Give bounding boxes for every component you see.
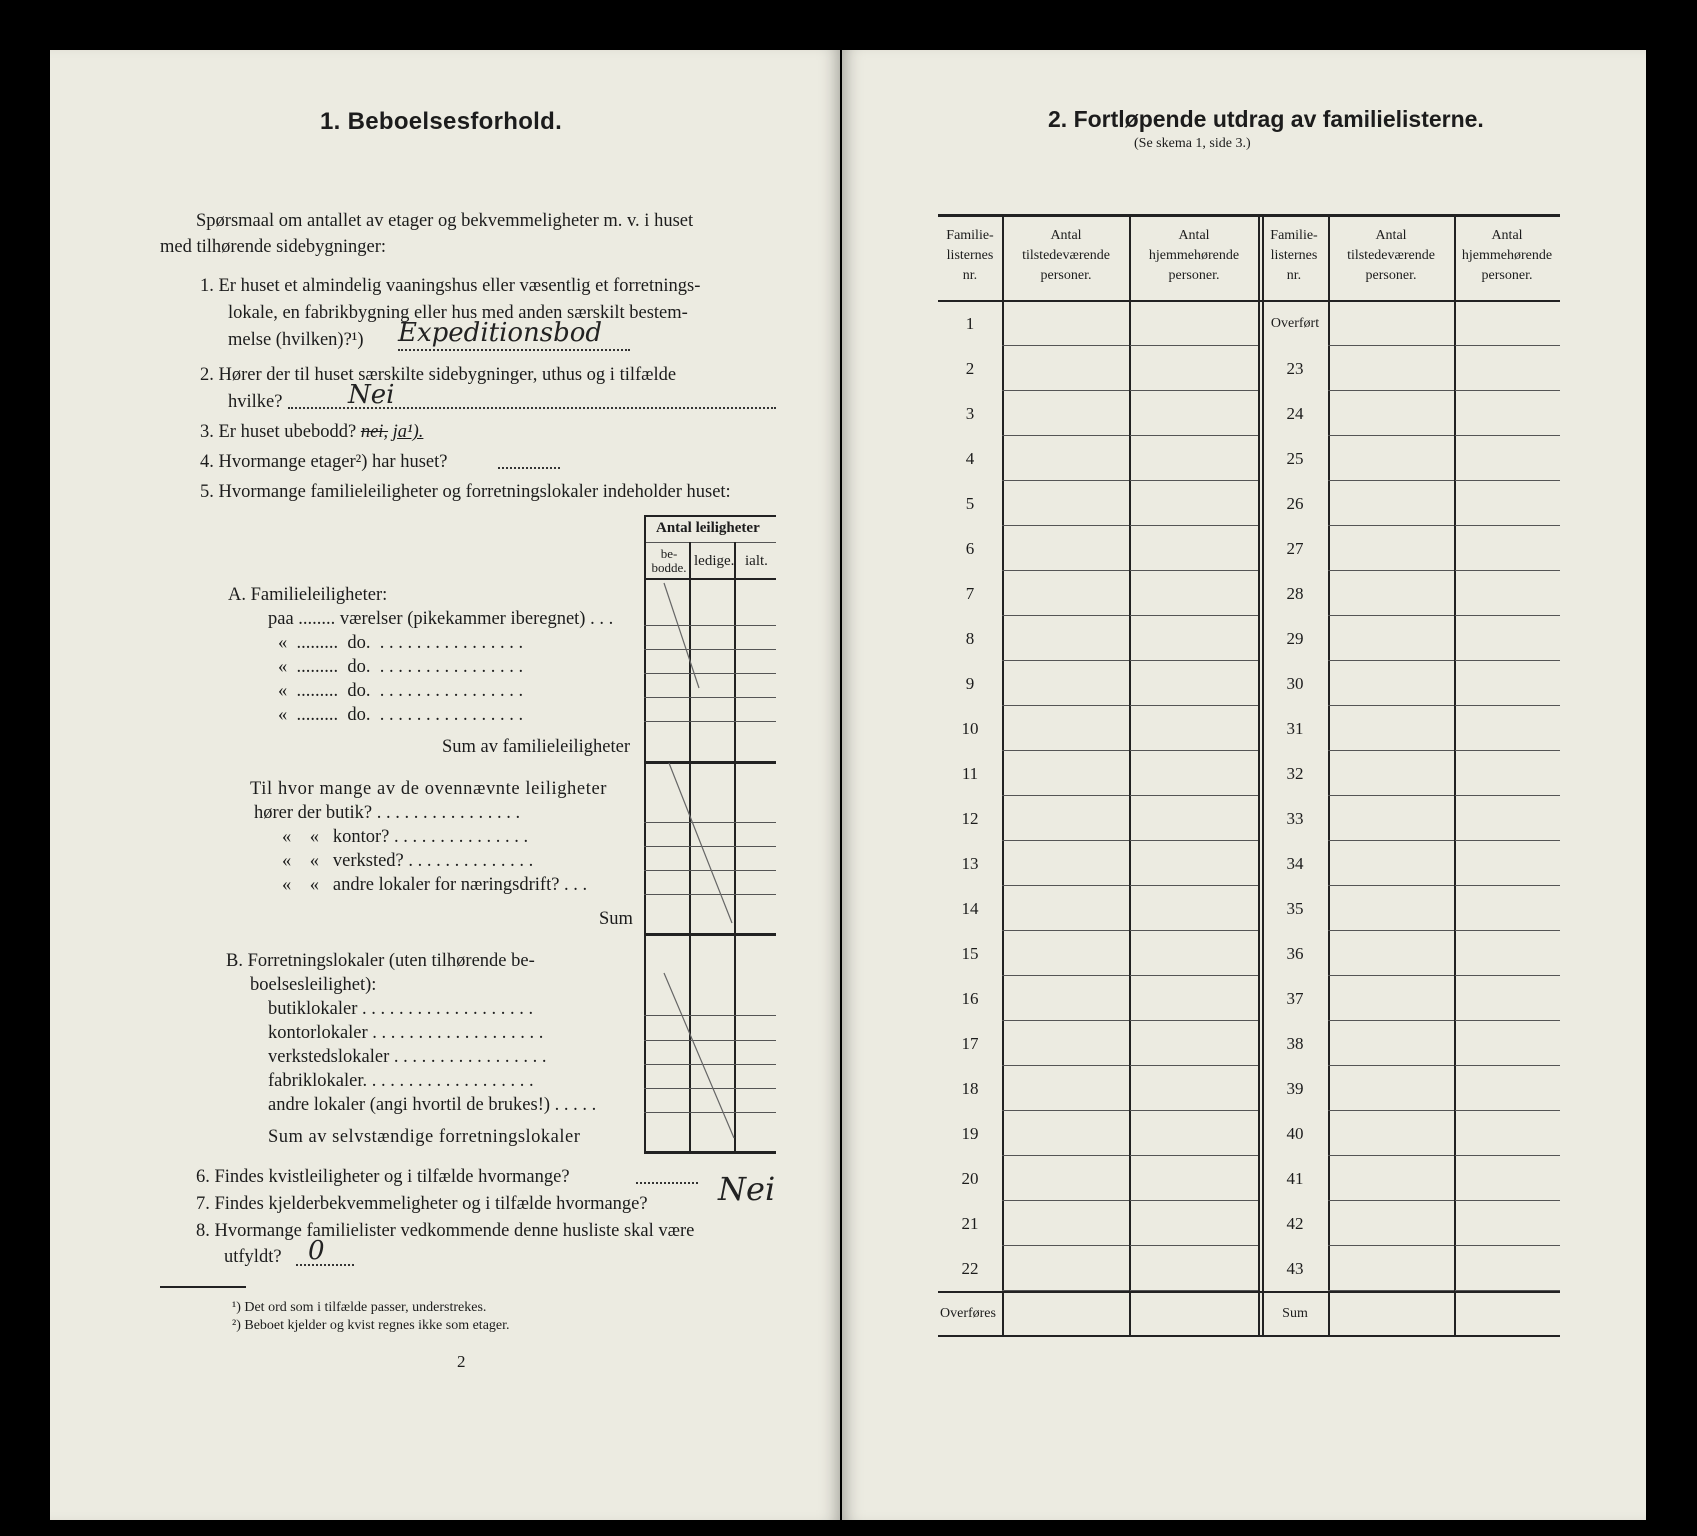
table-row-rule [1002,660,1129,661]
q5-question: 5. Hvormange familieleiligheter og forretningslokaler indeholder huset: [200,482,731,502]
table-row-rule [1455,525,1560,526]
footer-sum: Sum [1282,1306,1308,1321]
q6-q7-answer-handwritten: Nei [718,1170,776,1208]
table-row-rule [1002,930,1129,931]
row-nr-14: 14 [961,899,979,918]
row-nr-15: 15 [961,944,979,963]
table-row-rule [1328,750,1454,751]
table-row-rule [1455,390,1560,391]
table-row-rule [1130,615,1258,616]
table-row-rule [1328,1245,1454,1246]
footnote-2: ²) Beboet kjelder og kvist regnes ikke som etager. [232,1318,510,1333]
table-row-rule [1455,975,1560,976]
table-row-rule [1455,435,1560,436]
header-familielisternes-nr-left: Familie- listernes nr. [946,228,994,283]
table-row-rule [1328,975,1454,976]
table-row-rule [1130,480,1258,481]
row-nr-overfort: Overført [1270,316,1320,331]
row-nr-2: 2 [965,359,975,378]
header-tilstedevaerende-left: Antal tilstedeværende personer. [1022,228,1110,283]
row-nr-27: 27 [1286,539,1304,558]
section-a-row-2: « ......... do. . . . . . . . . . . . . . . . . [278,633,524,653]
table-row-rule [1328,930,1454,931]
section-a-row-5: « ......... do. . . . . . . . . . . . . . . . . [278,705,524,725]
header-tilstedevaerende-right: Antal tilstedeværende personer. [1347,228,1435,283]
section-a-row-4: « ......... do. . . . . . . . . . . . . . . . . [278,681,524,701]
row-nr-36: 36 [1286,944,1304,963]
table-row-rule [1130,1020,1258,1021]
table-row-rule [1002,1110,1129,1111]
table-row-rule [1455,705,1560,706]
footnote-1: ¹) Det ord som i tilfælde passer, understrekes. [232,1300,487,1315]
table-row-rule [1130,750,1258,751]
section-b-row-2: kontorlokaler . . . . . . . . . . . . . . . . . . . [268,1023,544,1043]
table-row-rule [1455,1020,1560,1021]
col-ialt: ialt. [745,553,768,569]
table-row-rule [1455,1200,1560,1201]
table-row-rule [1130,1155,1258,1156]
section-b-title-1: B. Forretningslokaler (uten tilhørende be- [226,951,535,971]
table-row-rule [1130,705,1258,706]
table-row-rule [1130,1245,1258,1246]
table-row-rule [1002,525,1129,526]
table-row-rule [1328,570,1454,571]
section-a-title: A. Familieleiligheter: [228,585,388,605]
table-row-rule [1130,1065,1258,1066]
table-row-rule [1130,840,1258,841]
q2-line-2: hvilke? [228,392,283,412]
row-nr-29: 29 [1286,629,1304,648]
shops-sum: Sum [599,909,633,929]
q1-answer-handwritten: Expeditionsbod [398,318,603,348]
footer-overfores: Overføres [940,1306,996,1321]
row-nr-26: 26 [1286,494,1304,513]
row-nr-17: 17 [961,1034,979,1053]
page-number: 2 [457,1352,466,1371]
table-row-rule [1455,480,1560,481]
row-nr-31: 31 [1286,719,1304,738]
table-row-rule [1002,1245,1129,1246]
table-row-rule [1455,750,1560,751]
table-row-rule [1130,930,1258,931]
section-a-sum: Sum av familieleiligheter [442,737,631,757]
table-row-rule [1130,570,1258,571]
table-row-rule [1130,660,1258,661]
table-row-rule [1328,615,1454,616]
header-familielisternes-nr-right: Familie- listernes nr. [1270,228,1318,283]
row-nr-35: 35 [1286,899,1304,918]
table-row-rule [1328,705,1454,706]
section-b-title-2: boelsesleilighet): [250,975,377,995]
footnote-separator [160,1286,246,1288]
row-nr-30: 30 [1286,674,1304,693]
table-row-rule [1455,1110,1560,1111]
table-row-rule [1328,795,1454,796]
table-row-rule [1002,885,1129,886]
section-a-row-3: « ......... do. . . . . . . . . . . . . . . . . [278,657,524,677]
table-row-rule [1455,615,1560,616]
row-nr-1: 1 [965,314,975,333]
row-nr-43: 43 [1286,1259,1304,1278]
q7-question: 7. Findes kjelderbekvemmeligheter og i tilfælde hvormange? [196,1194,648,1214]
row-nr-7: 7 [965,584,975,603]
table-row-rule [1130,1110,1258,1111]
table-row-rule [1328,840,1454,841]
table-row-rule [1002,390,1129,391]
table-row-rule [1130,390,1258,391]
table-row-rule [1002,1200,1129,1201]
table-row-rule [1455,1155,1560,1156]
table-row-rule [1328,480,1454,481]
table-row-rule [1455,660,1560,661]
table-row-rule [1328,435,1454,436]
row-nr-38: 38 [1286,1034,1304,1053]
q3-row [200,419,423,445]
table-row-rule [1455,795,1560,796]
table-row-rule [1002,1020,1129,1021]
col-bebodde: be- bodde. [651,546,687,575]
row-nr-13: 13 [961,854,979,873]
section-b-sum: Sum av selvstændige forretningslokaler [268,1127,581,1147]
table-row-rule [1328,660,1454,661]
shops-row-butik: hører der butik? . . . . . . . . . . . . . . . . [254,803,521,823]
table-row-rule [1002,750,1129,751]
row-nr-28: 28 [1286,584,1304,603]
q3-option-nei: nei, [360,422,389,442]
row-nr-34: 34 [1286,854,1304,873]
table-footer-rule [938,1291,1560,1293]
q1-line-3: melse (hvilken)?¹) [228,330,364,350]
section-b-row-5: andre lokaler (angi hvortil de brukes!) . . . . . [268,1095,597,1115]
table-row-rule [1328,885,1454,886]
table-row-rule [1130,525,1258,526]
table-row-rule [1328,390,1454,391]
table-row-rule [1455,930,1560,931]
table-row-rule [1455,345,1560,346]
grid-header: Antal leiligheter [656,520,760,536]
table-row-rule [1002,570,1129,571]
row-nr-22: 22 [961,1259,979,1278]
q3-question: 3. Er huset ubebodd? [200,422,357,442]
row-nr-9: 9 [965,674,975,693]
table-row-rule [1130,795,1258,796]
table-row-rule [1002,795,1129,796]
table-row-rule [1328,1110,1454,1111]
table-row-rule [1455,885,1560,886]
row-nr-18: 18 [961,1079,979,1098]
section-a-row-1: paa ........ værelser (pikekammer iberegnet) . . . [268,609,614,629]
q1-line-2: lokale, en fabrikbygning eller hus med anden særskilt bestem- [228,303,688,323]
row-nr-32: 32 [1286,764,1304,783]
q8-answer-handwritten: 0 [308,1236,325,1266]
row-nr-23: 23 [1286,359,1304,378]
q3-option-ja: ja¹). [392,422,424,442]
row-nr-41: 41 [1286,1169,1304,1188]
section-2-title: 2. Fortløpende utdrag av familielisterne. [1048,106,1484,132]
section-b-row-3: verkstedslokaler . . . . . . . . . . . . . . . . . [268,1047,547,1067]
row-nr-39: 39 [1286,1079,1304,1098]
table-row-rule [1455,1245,1560,1246]
header-hjemmehorende-right: Antal hjemmehørende personer. [1461,228,1553,283]
table-row-rule [1328,1020,1454,1021]
row-nr-11: 11 [961,764,979,783]
table-row-rule [1130,1200,1258,1201]
q8-line-1: 8. Hvormange familielister vedkommende denne husliste skal være [196,1221,695,1241]
row-nr-40: 40 [1286,1124,1304,1143]
row-nr-6: 6 [965,539,975,558]
table-row-rule [1455,1065,1560,1066]
intro-line-1: Spørsmaal om antallet av etager og bekvemmeligheter m. v. i huset [196,211,694,231]
row-nr-24: 24 [1286,404,1304,423]
table-row-rule [1455,570,1560,571]
table-row-rule [1002,1065,1129,1066]
table-row-rule [1002,975,1129,976]
table-bottom-rule [938,1335,1560,1337]
table-row-rule [1328,525,1454,526]
row-nr-10: 10 [961,719,979,738]
pencil-strike-marks [644,578,776,1153]
row-nr-21: 21 [961,1214,979,1233]
table-row-rule [1002,1155,1129,1156]
q6-question: 6. Findes kvistleiligheter og i tilfælde hvormange? [196,1167,570,1187]
table-row-rule [1002,345,1129,346]
row-nr-3: 3 [965,404,975,423]
row-nr-37: 37 [1286,989,1304,1008]
row-nr-20: 20 [961,1169,979,1188]
q2-answer-line [288,407,776,409]
table-row-rule [1130,885,1258,886]
q1-answer-line [398,349,630,351]
q4-question: 4. Hvormange etager²) har huset? [200,452,448,472]
q2-answer-handwritten: Nei [348,380,395,410]
row-nr-8: 8 [965,629,975,648]
q8-answer-line [296,1264,354,1266]
shops-row-kontor: « « kontor? . . . . . . . . . . . . . . . [282,827,529,847]
table-row-rule [1328,1065,1454,1066]
q6-answer-line [636,1182,698,1184]
table-row-rule [1002,615,1129,616]
table-row-rule [1328,1200,1454,1201]
section-b-row-1: butiklokaler . . . . . . . . . . . . . . . . . . . [268,999,534,1019]
shops-row-andre: « « andre lokaler for næringsdrift? . . . [282,875,588,895]
shops-row-verksted: « « verksted? . . . . . . . . . . . . . . [282,851,534,871]
row-nr-4: 4 [965,449,975,468]
table-row-rule [1002,435,1129,436]
table-row-rule [1455,840,1560,841]
table-row-rule [1130,975,1258,976]
row-nr-33: 33 [1286,809,1304,828]
table-row-rule [1002,705,1129,706]
row-nr-42: 42 [1286,1214,1304,1233]
header-hjemmehorende-left: Antal hjemmehørende personer. [1148,228,1240,283]
intro-line-2: med tilhørende sidebygninger: [160,237,387,257]
row-nr-19: 19 [961,1124,979,1143]
table-row-rule [1130,345,1258,346]
table-row-rule [1002,840,1129,841]
table-row-rule [1328,1155,1454,1156]
section-1-title: 1. Beboelsesforhold. [320,108,563,135]
row-nr-25: 25 [1286,449,1304,468]
col-ledige: ledige. [694,553,735,569]
row-nr-16: 16 [961,989,979,1008]
row-nr-5: 5 [965,494,975,513]
section-b-row-4: fabriklokaler. . . . . . . . . . . . . . . . . . . [268,1071,534,1091]
table-row-rule [1002,480,1129,481]
table-row-rule [1328,345,1454,346]
section-2-subtitle: (Se skema 1, side 3.) [1134,136,1251,151]
shops-intro: Til hvor mange av de ovennævnte leiligheter [250,779,608,799]
table-row-rule [1130,435,1258,436]
q1-line-1: 1. Er huset et almindelig vaaningshus eller væsentlig et forretnings- [200,276,701,296]
row-nr-12: 12 [961,809,979,828]
q2-line-1: 2. Hører der til huset særskilte sidebygninger, uthus og i tilfælde [200,365,677,385]
q8-line-2: utfyldt? [224,1247,282,1267]
q4-answer-line [498,467,560,469]
